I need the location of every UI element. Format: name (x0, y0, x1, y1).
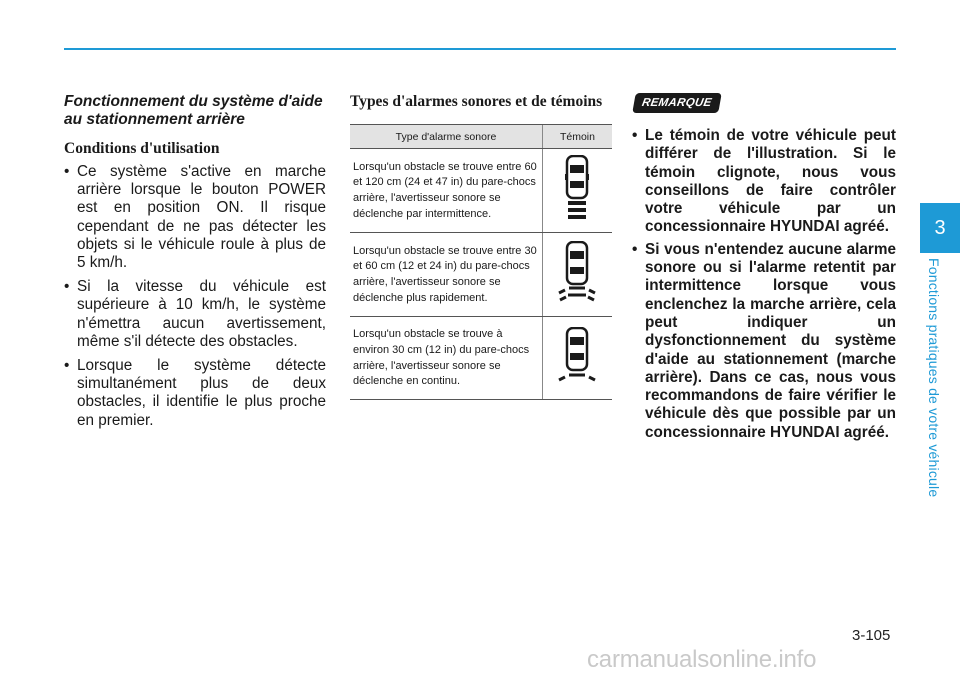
list-item: • Lorsque le système détecte simultanément plus de deux obstacles, il identifie le plus proche en premier. (64, 357, 326, 430)
table-header-type: Type d'alarme sonore (350, 125, 542, 149)
column-alarms (350, 93, 612, 400)
table-header-indicator: Témoin (542, 125, 612, 149)
alarm-table (350, 124, 612, 400)
chapter-title: Fonctions pratiques de votre véhicule (926, 258, 942, 498)
alarm-description: Lorsqu'un obstacle se trouve à environ 30 cm (12 in) du pare-chocs arrière, l'avertisseur sonore se déclenche en continu. (350, 317, 542, 400)
list-item: • Si vous n'entendez aucune alarme sonore ou si l'alarme retentit par intermittence lorsque vous enclenchez la marche arrière, cela peut indiquer un dysfonctionnement du système d'aide au stationnement (marche arrière). Dans ce cas, nous vous recommandons de faire vérifier le véhicule dès que possible par un concessionnaire HYUNDAI agréé. (632, 241, 896, 442)
list-item: • Le témoin de votre véhicule peut différer de l'illustration. Si le témoin clignote, nous vous conseillons de faire contrôler votre véhicule par un concessionnaire HYUNDAI agréé. (632, 127, 896, 237)
list-item: • Ce système s'active en marche arrière lorsque le bouton POWER est en position ON. Il risque cependant de ne pas détecter les objets si le véhicule roule à plus de 5 km/h. (64, 163, 326, 272)
page-number: 3-105 (852, 627, 891, 644)
column-operation (64, 93, 326, 436)
watermark: carmanualsonline.info (587, 646, 817, 673)
car-sensor-near-icon (557, 327, 597, 383)
alarm-description: Lorsqu'un obstacle se trouve entre 30 et 60 cm (12 et 24 in) du pare-chocs arrière, l'avertisseur sonore se déclenche plus rapidement. (350, 233, 542, 317)
table-row (350, 233, 612, 317)
header-rule (64, 48, 896, 50)
list-item: • Si la vitesse du véhicule est supérieure à 10 km/h, le système n'émettra aucun avertissement, même s'il détecte des obstacles. (64, 278, 326, 351)
alarms-title: Types d'alarmes sonores et de témoins (350, 93, 603, 110)
table-row (350, 317, 612, 400)
conditions-list (64, 163, 326, 430)
alarm-description: Lorsqu'un obstacle se trouve entre 60 et 120 cm (24 et 47 in) du pare-chocs arrière, l'avertisseur sonore se déclenche par intermittence. (350, 149, 542, 233)
column-note (632, 93, 896, 446)
section-subtitle: Conditions d'utilisation (64, 140, 220, 157)
chapter-tab: 3 (920, 203, 960, 253)
note-badge: REMARQUE (632, 93, 721, 113)
car-sensor-far-icon (560, 155, 594, 221)
section-title: Fonctionnement du système d'aide au stationnement arrière (64, 93, 323, 128)
table-row (350, 149, 612, 233)
car-sensor-mid-icon (557, 241, 597, 303)
note-list (632, 127, 896, 442)
